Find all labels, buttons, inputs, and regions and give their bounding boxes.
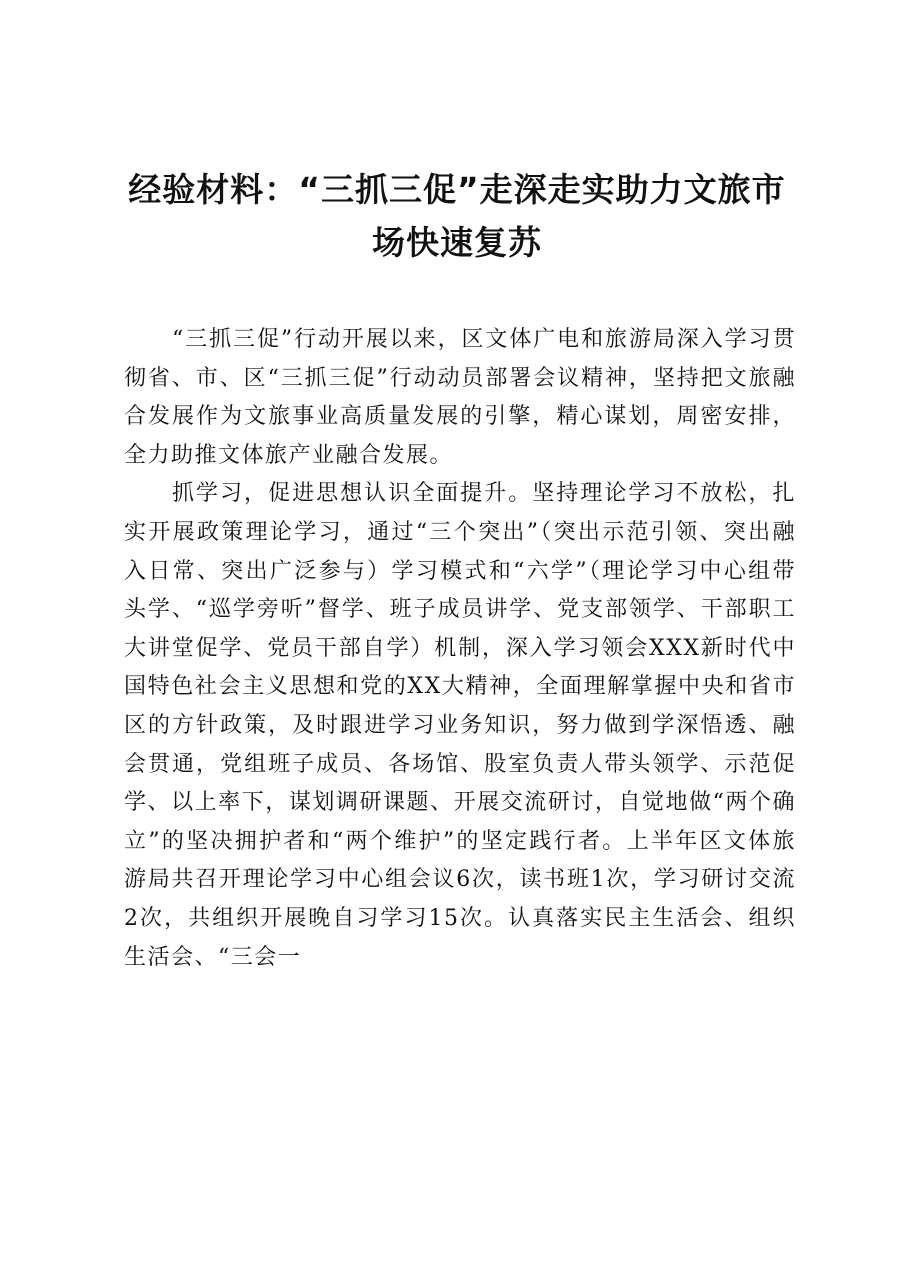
document-body	[124, 321, 796, 977]
paragraph-intro: “三抓三促”行动开展以来，区文体广电和旅游局深入学习贯彻省、市、区“三抓三促”行动动员部署会议精神，坚持把文旅融合发展作为文旅事业高质量发展的引擎，精心谋划，周密安排，全力助推文体旅产业融合发展。	[124, 327, 796, 468]
paragraph-study: 抓学习，促进思想认识全面提升。坚持理论学习不放松，扎实开展政策理论学习，通过“三个突出”（突出示范引领、突出融入日常、突出广泛参与）学习模式和“六学”（理论学习中心组带头学、“巡学旁听”督学、班子成员讲学、党支部领学、干部职工大讲堂促学、党员干部自学）机制，深入学习领会XXX新时代中国特色社会主义思想和党的XX大精神，全面理解掌握中央和省市区的方针政策，及时跟进学习业务知识，努力做到学深悟透、融会贯通，党组班子成员、各场馆、股室负责人带头领学、示范促学、以上率下，谋划调研课题、开展交流研讨，自觉地做“两个确立”的坚决拥护者和“两个维护”的坚定践行者。上半年区文体旅游局共召开理论学习中心组会议6次，读书班1次，学习研讨交流2次，共组织开展晚自习学习15次。认真落实民主生活会、组织生活会、“三会一	[124, 481, 796, 970]
document-title: 经验材料：“三抓三促”走深走实助力文旅市场快速复苏	[128, 170, 786, 262]
